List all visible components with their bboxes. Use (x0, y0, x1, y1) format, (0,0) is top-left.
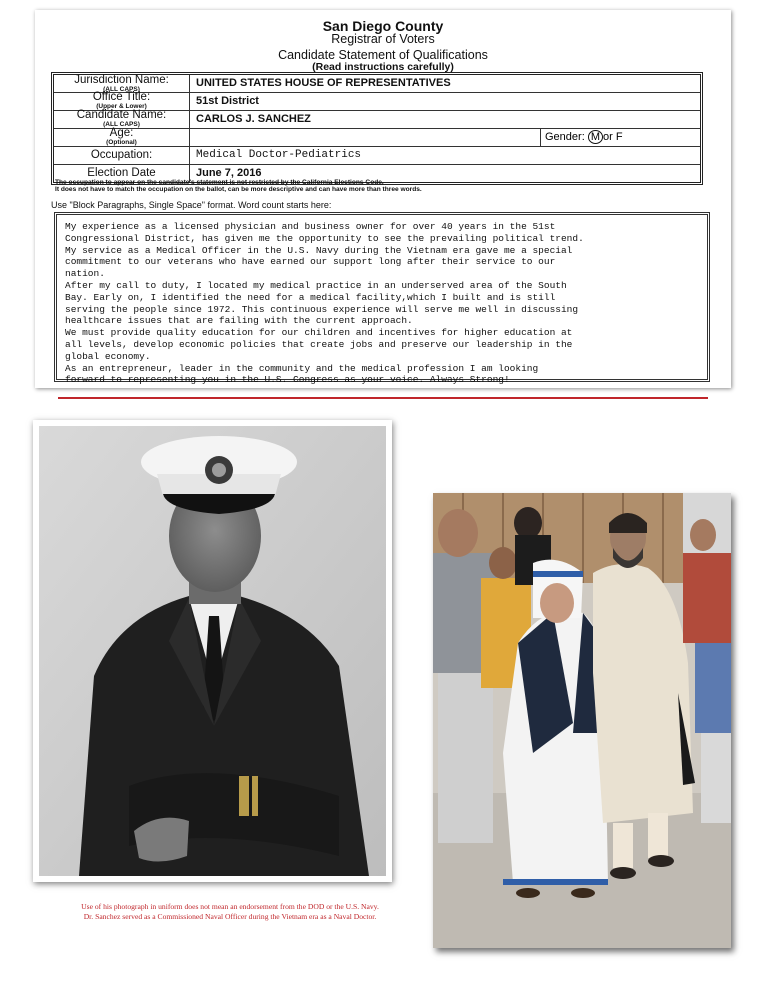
form-fields-table (51, 72, 703, 185)
statement-line: commitment to our veterans who have earned our support long after their service to our (65, 256, 556, 268)
label-candidate: Candidate Name: (ALL CAPS) (54, 110, 190, 128)
statement-line: global economy. (65, 350, 151, 362)
statement-line: healthcare issues that are failing with the current approach. (65, 315, 413, 327)
form-title: Candidate Statement of Qualifications (278, 48, 488, 62)
statement-line: My service as a Medical Officer in the U.S. Navy during the Vietnam era gave me a special (65, 244, 573, 256)
statement-line: nation. (65, 268, 105, 280)
statement-box (54, 212, 710, 386)
value-occupation: Medical Doctor-Pediatrics (196, 149, 362, 161)
portrait-illustration (39, 426, 386, 876)
label-election-date: Election Date (54, 164, 190, 182)
value-jurisdiction: UNITED STATES HOUSE OF REPRESENTATIVES (196, 77, 451, 89)
fine-print-1: The occupation to appear on the candidate's statement is not restricted by the California Elections Code. (55, 179, 384, 186)
label-office: Office Title: (Upper & Lower) (54, 92, 190, 110)
value-office: 51st District (196, 95, 259, 107)
row-occupation (54, 146, 700, 165)
crowd-illustration (433, 493, 731, 948)
statement-line: serving the people since 1972. This continuous experience will serve me well in discussing (65, 303, 579, 315)
uniform-portrait-photo (33, 420, 392, 882)
candidate-statement-form (35, 10, 731, 388)
gender-field (540, 128, 700, 146)
gender-selected-circle: M (588, 130, 603, 144)
statement-line: all levels, develop economic policies that create jobs and preserve our leadership in the (65, 338, 573, 350)
value-election-date: June 7, 2016 (196, 167, 262, 179)
statement-line: We must provide quality education for our children and incentives for higher education at (65, 327, 573, 339)
red-divider (58, 397, 708, 399)
photo-caption-line-1: Use of his photograph in uniform does not mean an endorsement from the DOD or the U.S. Navy. (81, 902, 379, 911)
row-candidate (54, 110, 700, 129)
row-jurisdiction (54, 75, 700, 93)
form-subtitle: (Read instructions carefully) (312, 61, 454, 73)
label-jurisdiction: Jurisdiction Name: (ALL CAPS) (54, 75, 190, 92)
statement-line: After my call to duty, I located my medical practice in an underserved area of the South (65, 279, 567, 291)
fine-print-2: It does not have to match the occupation on the ballot, can be more descriptive and can have more than three words. (55, 186, 422, 193)
statement-line: As an entrepreneur, leader in the community and the medical profession I am looking (65, 362, 539, 374)
statement-line: My experience as a licensed physician and business owner for over 40 years in the 51st (65, 221, 556, 232)
label-age: Age: (Optional) (54, 128, 190, 146)
photo-caption-line-2: Dr. Sanchez served as a Commissioned Naval Officer during the Vietnam era as a Naval Doctor. (83, 912, 377, 921)
statement-line: Bay. Early on, I identified the need for a medical facility,which I built and is still (65, 291, 556, 303)
statement-line: forward to representing you in the U.S. Congress as your voice. Always Strong! (65, 374, 510, 386)
crowd-walking-photo (433, 493, 731, 948)
value-candidate: CARLOS J. SANCHEZ (196, 113, 311, 125)
registrar-name: Registrar of Voters (331, 32, 435, 46)
word-count-instructions: Use "Block Paragraphs, Single Space" format. Word count starts here: (51, 200, 332, 210)
statement-line: Congressional District, has given me the opportunity to see the prevailing political trend. (65, 232, 584, 244)
county-name: San Diego County (322, 18, 444, 34)
label-occupation: Occupation: (54, 146, 190, 164)
row-age-gender (54, 128, 700, 147)
gender-other: or F (602, 131, 623, 143)
gender-label: Gender: (545, 131, 585, 143)
